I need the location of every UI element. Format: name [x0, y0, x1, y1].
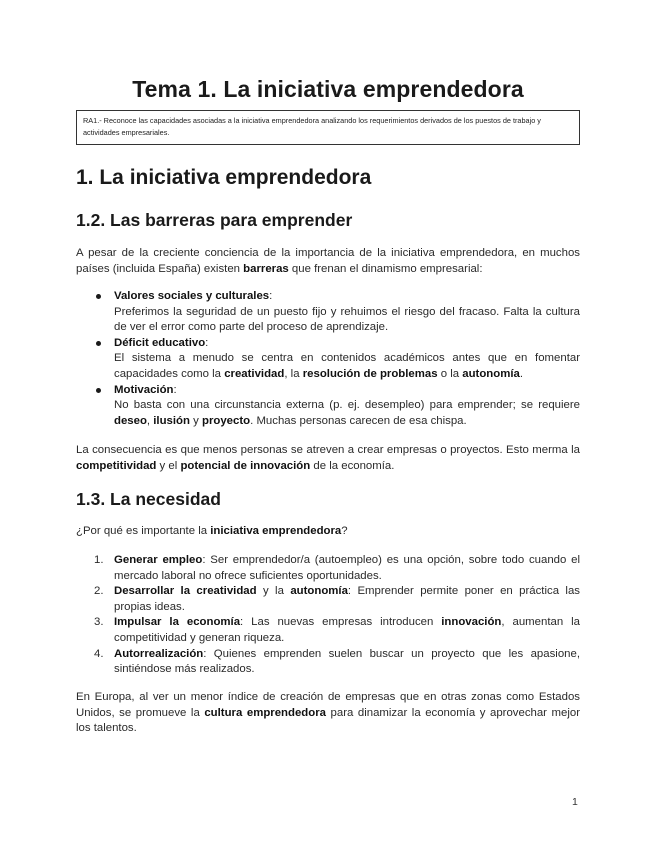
list-item: 2. Desarrollar la creatividad y la autonomía: Emprender permite poner en práctica las propias ideas. — [94, 585, 580, 613]
learning-outcome-box: RA1.- Reconoce las capacidades asociadas a la iniciativa emprendedora analizando los requerimientos derivados de los puestos de trabajo y actividades empresariales. — [76, 110, 580, 145]
list-item: 1. Generar empleo: Ser emprendedor/a (autoempleo) es una opción, sobre todo cuando el mercado laboral no ofrece suficientes oportunidades. — [94, 554, 580, 582]
bullet-icon — [96, 388, 101, 393]
list-item: 4. Autorrealización: Quienes emprenden suelen buscar un proyecto que les apasione, sintiéndose más realizados. — [94, 647, 580, 676]
necessity-question: ¿Por qué es importante la iniciativa emprendedora? — [76, 525, 348, 537]
consequence-paragraph: La consecuencia es que menos personas se atreven a crear empresas o proyectos. Esto merma la competitividad y el potencial de innovación de la economía. — [76, 444, 580, 472]
page-number: 1 — [572, 796, 578, 808]
necessity-list — [76, 553, 580, 678]
list-item: 3. Impulsar la economía: Las nuevas empresas introducen innovación, aumentan la competitividad y generan riqueza. — [94, 616, 580, 644]
section-heading-1: 1. La iniciativa emprendedora — [76, 166, 372, 189]
barriers-list — [76, 289, 580, 429]
bullet-icon — [96, 294, 101, 299]
document-title: Tema 1. La iniciativa emprendedora — [132, 76, 524, 102]
closing-paragraph: En Europa, al ver un menor índice de creación de empresas que en otras zonas como Estados Unidos, se promueve la cultura emprendedora para dinamizar la economía y aprovechar mejor los talentos. — [76, 691, 580, 735]
section-heading-1-2: 1.2. Las barreras para emprender — [76, 210, 353, 230]
bullet-icon — [96, 341, 101, 346]
section-heading-1-3: 1.3. La necesidad — [76, 489, 221, 509]
barriers-intro-paragraph: A pesar de la creciente conciencia de la importancia de la iniciativa emprendedora, en muchos países (incluida España) existen barreras que frenan el dinamismo empresarial: — [76, 247, 580, 275]
list-item: Motivación: No basta con una circunstancia externa (p. ej. desempleo) para emprender; se requiere deseo, ilusión y proyecto. Muchas personas carecen de esa chispa. — [76, 383, 580, 430]
list-item: Valores sociales y culturales: Preferimos la seguridad de un puesto fijo y rehuimos el riesgo del fracaso. Falta la cultura de ver el error como parte del proceso de aprendizaje. — [76, 289, 580, 336]
list-item: Déficit educativo: El sistema a menudo se centra en contenidos académicos antes que en fomentar capacidades como la creatividad, la resolución de problemas o la autonomía. — [76, 336, 580, 383]
